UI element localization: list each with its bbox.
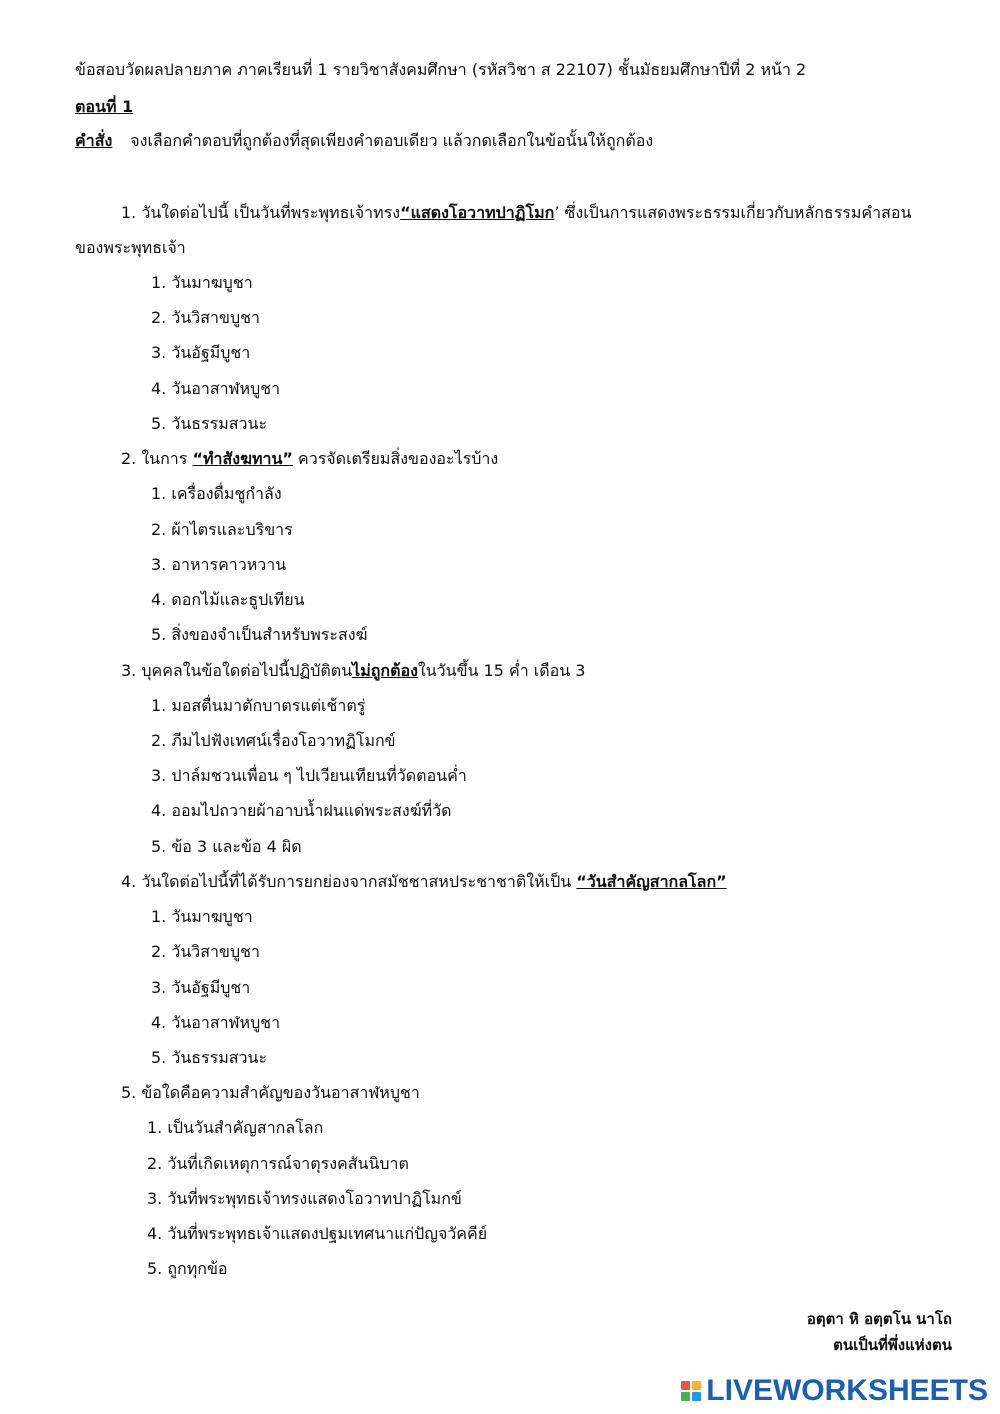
q2-option-4[interactable]: 4. ดอกไม้และธูปเทียน: [151, 590, 305, 609]
q3-option-1[interactable]: 1. มอสตื่นมาตักบาตรแต่เช้าตรู่: [151, 696, 366, 715]
q3-option-5[interactable]: 5. ข้อ 3 และข้อ 4 ผิด: [151, 837, 302, 856]
question-2-text: 2. ในการ: [121, 449, 193, 468]
q2-option-2[interactable]: 2. ผ้าไตรและบริขาร: [151, 520, 293, 539]
brand-mark-icon: [681, 1381, 701, 1401]
question-4-highlight: “วันสำคัญสากลโลก”: [576, 872, 727, 891]
q3-option-3[interactable]: 3. ปาล์มชวนเพื่อน ๆ ไปเวียนเทียนที่วัดตอนค่ำ: [151, 766, 467, 785]
exam-header: ข้อสอบวัดผลปลายภาค ภาคเรียนที่ 1 รายวิชาสังคมศึกษา (รหัสวิชา ส 22107) ชั้นมัธยมศึกษาปีที่ 2 หน้า 2: [75, 60, 807, 79]
q5-option-4[interactable]: 4. วันที่พระพุทธเจ้าแสดงปฐมเทศนาแก่ปัญจวัคคีย์: [147, 1224, 488, 1243]
q1-option-3[interactable]: 3. วันอัฐมีบูชา: [151, 343, 251, 362]
q4-option-5[interactable]: 5. วันธรรมสวนะ: [151, 1048, 268, 1067]
question-1-text: 1. วันใดต่อไปนี้ เป็นวันที่พระพุทธเจ้าทรง: [121, 203, 401, 222]
question-2: [121, 447, 498, 472]
q5-option-3[interactable]: 3. วันที่พระพุทธเจ้าทรงแสดงโอวาทปาฏิโมกข์: [147, 1189, 462, 1208]
question-3-highlight: ไม่ถูกต้อง: [352, 661, 418, 680]
liveworksheets-logo: [681, 1374, 988, 1408]
q4-option-3[interactable]: 3. วันอัฐมีบูชา: [151, 978, 251, 997]
question-3-text-end: ในวันขึ้น 15 ค่ำ เดือน 3: [417, 661, 586, 680]
instruction-text: จงเลือกคำตอบที่ถูกต้องที่สุดเพียงคำตอบเดียว แล้วกดเลือกในข้อนั้นให้ถูกต้อง: [130, 131, 654, 150]
question-2-highlight: “ทำสังฆทาน”: [192, 449, 293, 468]
question-2-text-end: ควรจัดเตรียมสิ่งของอะไรบ้าง: [292, 449, 499, 468]
motto-pali: อตฺตา หิ อตฺตโน นาโถ: [806, 1310, 952, 1328]
question-5: 5. ข้อใดคือความสำคัญของวันอาสาฬหบูชา: [121, 1083, 420, 1102]
question-1-highlight: “แสดงโอวาทปาฏิโมก: [400, 203, 555, 222]
instruction-label: คำสั่ง: [75, 131, 113, 150]
q5-option-2[interactable]: 2. วันที่เกิดเหตุการณ์จาตุรงคสันนิบาต: [147, 1154, 409, 1173]
q1-option-5[interactable]: 5. วันธรรมสวนะ: [151, 414, 268, 433]
q1-option-4[interactable]: 4. วันอาสาฬหบูชา: [151, 379, 281, 398]
question-4-text: 4. วันใดต่อไปนี้ที่ได้รับการยกย่องจากสมัชชาสหประชาชาติให้เป็น: [121, 872, 577, 891]
q2-option-1[interactable]: 1. เครื่องดื่มชูกำลัง: [151, 484, 282, 503]
q4-option-2[interactable]: 2. วันวิสาขบูชา: [151, 942, 260, 961]
instruction: [75, 129, 653, 154]
q3-option-4[interactable]: 4. ออมไปถวายผ้าอาบน้ำฝนแด่พระสงฆ์ที่วัด: [151, 801, 452, 820]
q2-option-3[interactable]: 3. อาหารคาวหวาน: [151, 555, 287, 574]
motto-thai: ตนเป็นที่พึ่งแห่งตน: [833, 1336, 952, 1354]
brand-name: LIVEWORKSHEETS: [706, 1374, 988, 1407]
q3-option-2[interactable]: 2. ภีมไปฟังเทศน์เรื่องโอวาทฏิโมกข์: [151, 731, 396, 750]
question-1-text-end: ’ ซึ่งเป็นการแสดงพระธรรมเกี่ยวกับหลักธรรมคำสอน: [554, 203, 912, 222]
q4-option-1[interactable]: 1. วันมาฆบูชา: [151, 907, 253, 926]
question-3: [121, 659, 585, 684]
q1-option-1[interactable]: 1. วันมาฆบูชา: [151, 273, 253, 292]
q1-option-2[interactable]: 2. วันวิสาขบูชา: [151, 308, 260, 327]
q4-option-4[interactable]: 4. วันอาสาฬหบูชา: [151, 1013, 281, 1032]
question-3-text: 3. บุคคลในข้อใดต่อไปนี้ปฏิบัติตน: [121, 661, 353, 680]
part-title: ตอนที่ 1: [75, 97, 134, 116]
question-1-continued: ของพระพุทธเจ้า: [75, 238, 186, 257]
question-1: [121, 201, 911, 226]
q5-option-5[interactable]: 5. ถูกทุกข้อ: [147, 1259, 228, 1278]
question-4: [121, 870, 727, 895]
q2-option-5[interactable]: 5. สิ่งของจำเป็นสำหรับพระสงฆ์: [151, 625, 368, 644]
q5-option-1[interactable]: 1. เป็นวันสำคัญสากลโลก: [147, 1118, 324, 1137]
